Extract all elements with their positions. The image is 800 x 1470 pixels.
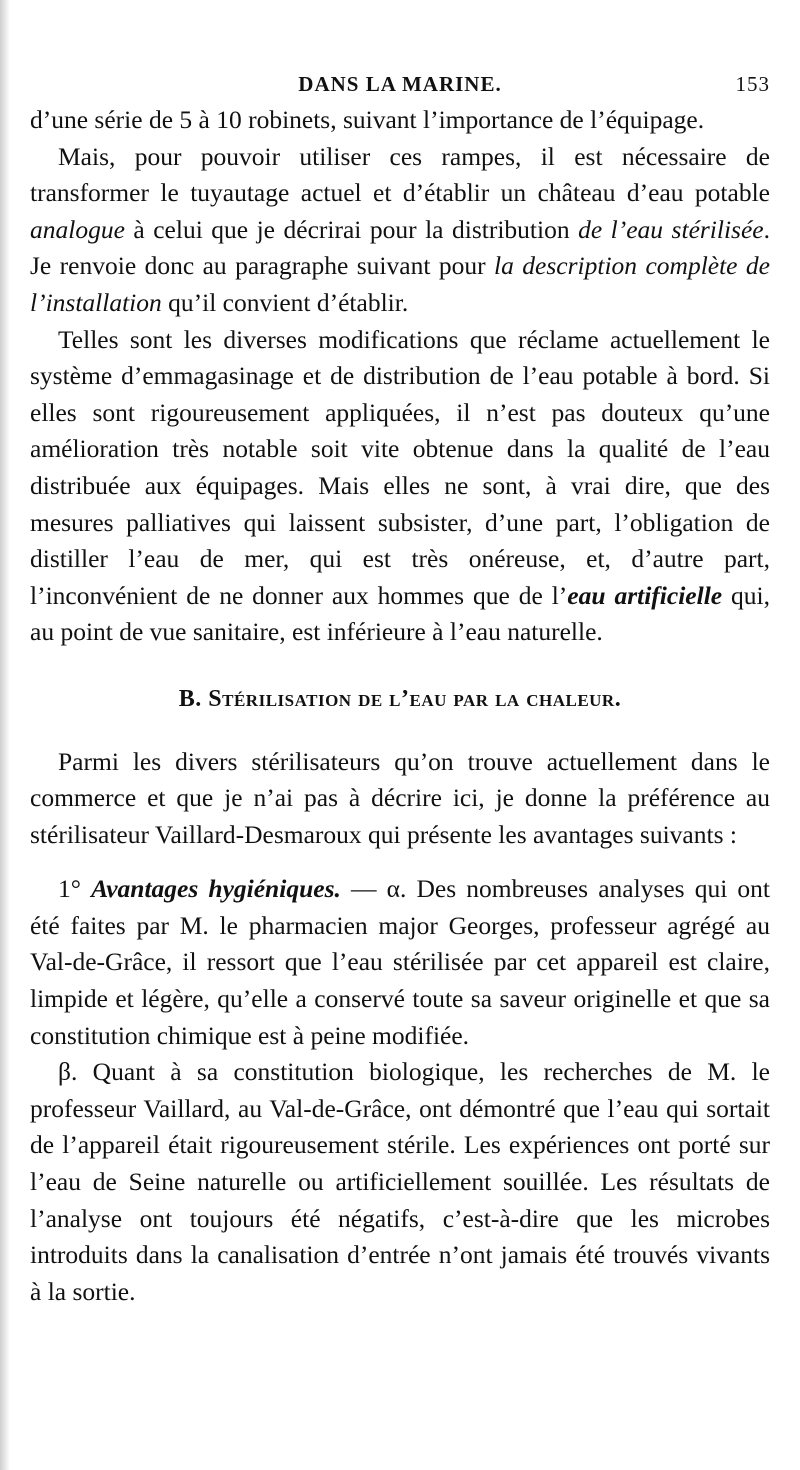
paragraph-5-number: 1°: [58, 874, 92, 904]
section-heading: B. Stérilisation de l’eau par la chaleur.: [178, 685, 622, 712]
paragraph-2: [30, 139, 770, 322]
paragraph-4-text: Parmi les divers stérilisateurs qu’on trouve actuellement dans le commerce et que je n’ai pas à décrire ici, je donne la préférence au stérilisateur Vaillard-Desmaroux qui présente les avantages suivants :: [30, 746, 770, 849]
running-header: [30, 62, 770, 102]
page-binding-edge: [0, 0, 10, 1470]
paragraph-2-text-a: Mais, pour pouvoir utiliser ces rampes, il est nécessaire de transformer le tuyautage actuel et d’établir un château d’eau potable: [30, 141, 770, 208]
paragraph-3-text-b: qui, au point de vue sanitaire, est inférieure à l’eau naturelle.: [30, 580, 770, 647]
paragraph-1: [30, 102, 770, 139]
paragraph-spacer: [30, 853, 770, 871]
body-text: [30, 102, 770, 1310]
paragraph-2-text-b: à celui que je décrirai pour la distribution: [124, 214, 579, 244]
paragraph-5: [30, 871, 770, 1054]
paragraph-2-italic-2: de l’eau stérilisée: [578, 214, 764, 244]
paragraph-5-text: — α. Des nombreuses analyses qui ont été faites par M. le pharmacien major Georges, professeur agrégé au Val-de-Grâce, il ressort que l’eau stérilisée par cet appareil est claire, limpide et légère, qu’elle a conservé toute sa saveur originelle et que sa constitution chimique est à peine modifiée.: [30, 874, 770, 1050]
paragraph-3: [30, 322, 770, 651]
paragraph-6: [30, 1054, 770, 1310]
page-number: 153: [735, 72, 770, 96]
paragraph-5-italic: Avantages hygiéniques.: [91, 874, 341, 904]
running-title: DANS LA MARINE.: [298, 72, 502, 96]
paragraph-3-text-a: Telles sont les diverses modifications que réclame actuellement le système d’emmagasinage et de distribution de l’eau potable à bord. Si elles sont rigoureusement appliquées, il n’est pas douteux qu’une amélioration très notable soit vite obtenue dans la qualité de l’eau distribuée aux équipages. Mais elles ne sont, à vrai dire, que des mesures palliatives qui laissent subsister, d’une part, l’obligation de distiller l’eau de mer, qui est très onéreuse, et, d’autre part, l’inconvénient de ne donner aux hommes que de l’: [30, 324, 770, 610]
paragraph-2-italic-3: la description complète de l’installation: [30, 251, 771, 317]
book-page: [30, 62, 770, 1310]
paragraph-2-text-c: . Je renvoie donc au paragraphe suivant pour: [30, 214, 770, 281]
paragraph-2-text-d: qu’il convient d’établir.: [161, 287, 409, 317]
paragraph-2-italic-1: analogue: [30, 214, 125, 244]
paragraph-4: [30, 744, 770, 854]
paragraph-6-text: β. Quant à sa constitution biologique, les recherches de M. le professeur Vaillard, au Val-de-Grâce, ont démontré que l’eau qui sortait de l’appareil était rigoureusement stérile. Les expériences ont porté sur l’eau de Seine naturelle ou artificiellement souillée. Les résultats de l’analyse ont toujours été négatifs, c’est-à-dire que les microbes introduits dans la canalisation d’entrée n’ont jamais été trouvés vivants à la sortie.: [30, 1057, 770, 1306]
paragraph-1-text: d’une série de 5 à 10 robinets, suivant l’importance de l’équipage.: [30, 105, 705, 134]
paragraph-3-italic: eau artificielle: [567, 580, 723, 610]
